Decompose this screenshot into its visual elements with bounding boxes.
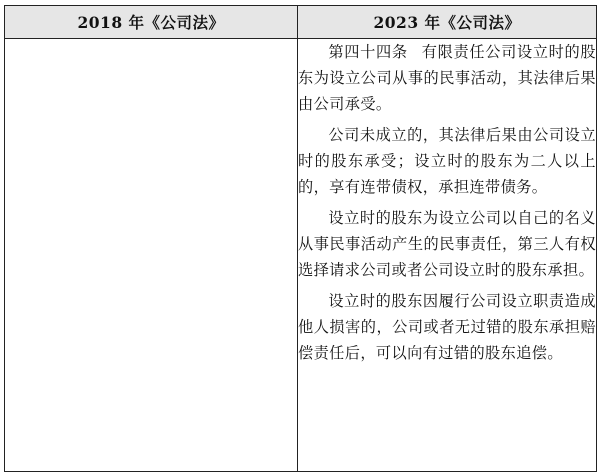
article-paragraph-3: 设立时的股东为设立公司以自己的名义从事民事活动产生的民事责任，第三人有权选择请求公司或者公司设立时的股东承担。 bbox=[298, 209, 596, 279]
table-row bbox=[5, 39, 597, 472]
article-number: 第四十四条 bbox=[328, 43, 408, 61]
cell-2023-content bbox=[298, 39, 597, 472]
cell-2018-content bbox=[5, 39, 298, 472]
article-paragraph-1 bbox=[298, 39, 596, 117]
header-2023-company-law: 2023 年《公司法》 bbox=[298, 6, 597, 39]
law-comparison-table bbox=[4, 5, 597, 472]
header-2018-company-law: 2018 年《公司法》 bbox=[5, 6, 298, 39]
article-paragraph-2: 公司未成立的，其法律后果由公司设立时的股东承受；设立时的股东为二人以上的，享有连带债权，承担连带债务。 bbox=[298, 126, 596, 196]
article-paragraph-4: 设立时的股东因履行公司设立职责造成他人损害的，公司或者无过错的股东承担赔偿责任后，可以向有过错的股东追偿。 bbox=[298, 292, 596, 362]
table-header-row bbox=[5, 6, 597, 39]
paragraph-text: 有限责任公司设立时的股东为设立公司从事的民事活动，其法律后果由公司承受。 bbox=[298, 43, 596, 113]
